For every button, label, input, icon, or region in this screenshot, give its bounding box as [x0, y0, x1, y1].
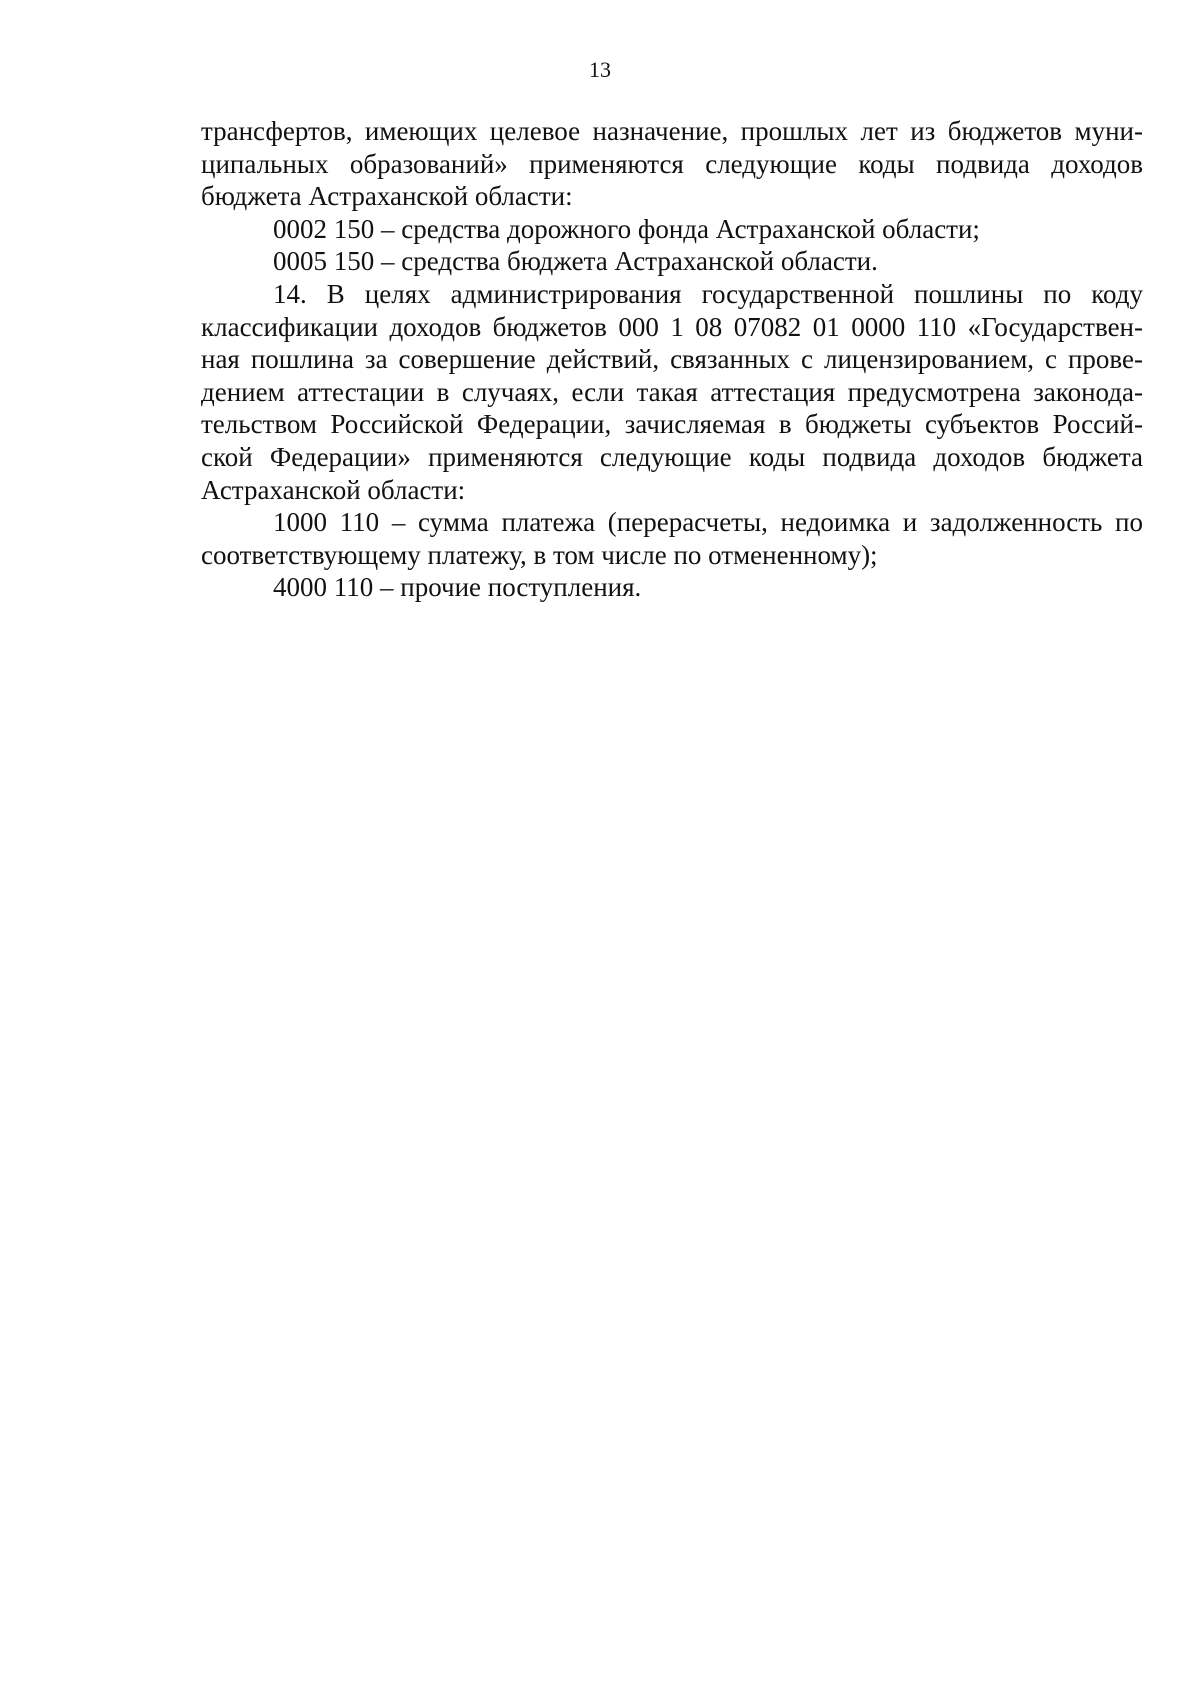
text-line: ная пошлина за совершение действий, связанных с лицензированием, с прове-	[201, 344, 1143, 375]
page-number: 13	[589, 57, 611, 82]
text-line: 0002 150 – средства дорожного фонда Астраханской области;	[273, 213, 980, 244]
text-line: ципальных образований» применяются следующие коды подвида доходов	[201, 148, 1143, 179]
text-line: трансфертов, имеющих целевое назначение, прошлых лет из бюджетов муни-	[201, 116, 1143, 146]
text-line: Астраханской области:	[201, 474, 466, 505]
text-line: 0005 150 – средства бюджета Астраханской области.	[273, 246, 878, 277]
text-line: 4000 110 – прочие поступления.	[273, 572, 642, 603]
text-line: бюджета Астраханской области:	[201, 181, 573, 212]
text-line: ской Федерации» применяются следующие коды подвида доходов бюджета	[201, 441, 1143, 472]
document-body	[201, 115, 1143, 604]
text-line: 1000 110 – сумма платежа (перерасчеты, недоимка и задолженность по	[273, 507, 1143, 538]
text-line: тельством Российской Федерации, зачисляемая в бюджеты субъектов Россий-	[201, 409, 1143, 440]
text-line: классификации доходов бюджетов 000 1 08 07082 01 0000 110 «Государствен-	[201, 311, 1143, 342]
text-line: дением аттестации в случаях, если такая аттестация предусмотрена законода-	[201, 376, 1143, 407]
text-line: соответствующему платежу, в том числе по отмененному);	[201, 539, 878, 570]
text-line: 14. В целях администрирования государственной пошлины по коду	[273, 278, 1143, 309]
